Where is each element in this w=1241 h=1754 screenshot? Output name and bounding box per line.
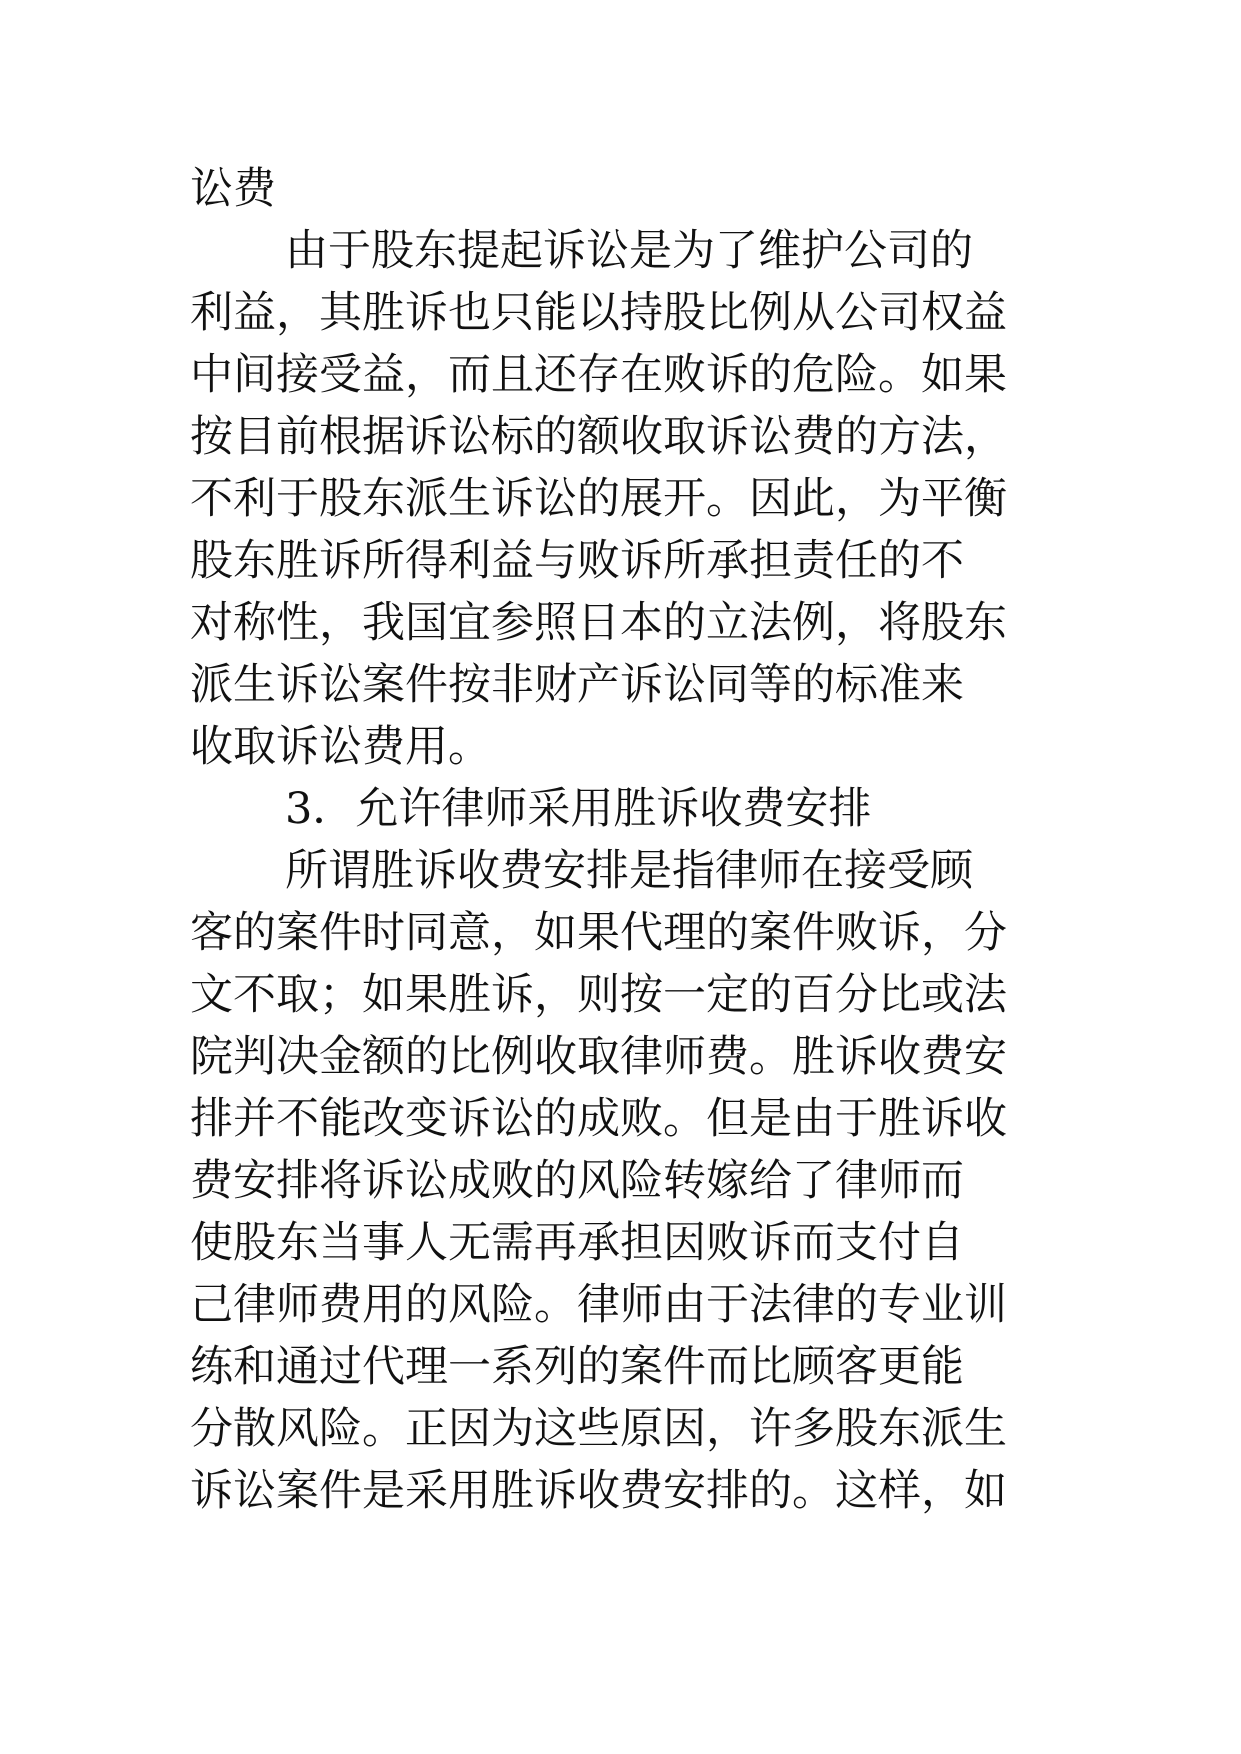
- text-line: 费安排将诉讼成败的风险转嫁给了律师而: [190, 1156, 964, 1206]
- text-line: 院判决金额的比例收取律师费。胜诉收费安: [190, 1032, 1007, 1082]
- text-line: 对称性，我国宜参照日本的立法例，将股东: [190, 598, 1007, 648]
- text-line: 分散风险。正因为这些原因，许多股东派生: [190, 1404, 1007, 1454]
- text-line: 使股东当事人无需再承担因败诉而支付自: [190, 1218, 964, 1268]
- text-line: 讼费: [190, 164, 276, 214]
- text-line: 诉讼案件是采用胜诉收费安排的。这样，如: [190, 1466, 1007, 1516]
- text-line: 股东胜诉所得利益与败诉所承担责任的不: [190, 536, 964, 586]
- text-line: 排并不能改变诉讼的成败。但是由于胜诉收: [190, 1094, 1007, 1144]
- text-line: 练和通过代理一系列的案件而比顾客更能: [190, 1342, 964, 1392]
- text-line: 所谓胜诉收费安排是指律师在接受顾: [285, 846, 973, 896]
- text-line: 文不取；如果胜诉，则按一定的百分比或法: [190, 970, 1007, 1020]
- text-line: 由于股东提起诉讼是为了维护公司的: [285, 226, 973, 276]
- document-body: [190, 158, 1090, 1522]
- text-line: 中间接受益，而且还存在败诉的危险。如果: [190, 350, 1007, 400]
- text-line: 收取诉讼费用。: [190, 722, 491, 772]
- text-line: 利益，其胜诉也只能以持股比例从公司权益: [190, 288, 1007, 338]
- text-line: 不利于股东派生诉讼的展开。因此，为平衡: [190, 474, 1007, 524]
- section-heading: 3．允许律师采用胜诉收费安排: [285, 784, 872, 834]
- text-line: 按目前根据诉讼标的额收取诉讼费的方法，: [190, 412, 1007, 462]
- text-line: 己律师费用的风险。律师由于法律的专业训: [190, 1280, 1007, 1330]
- text-line: 客的案件时同意，如果代理的案件败诉，分: [190, 908, 1007, 958]
- text-line: 派生诉讼案件按非财产诉讼同等的标准来: [190, 660, 964, 710]
